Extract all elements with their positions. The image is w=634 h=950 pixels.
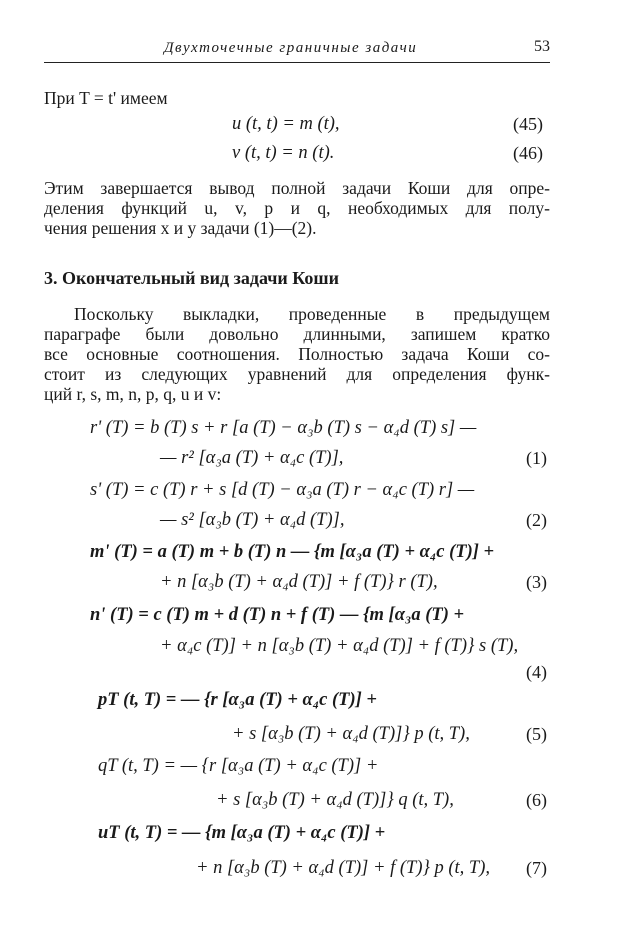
running-header-title: Двухточечные граничные задачи [164, 40, 418, 56]
equation-46: v (t, t) = n (t). [232, 143, 335, 163]
equation-3-line-2: + n [α₃b (T) + α₄d (T)] + f (T)} r (T), [160, 572, 438, 592]
equation-number-3: (3) [526, 572, 547, 592]
equation-45: u (t, t) = m (t), [232, 114, 340, 134]
paragraph-line: ций r, s, m, n, p, q, u и v: [44, 384, 222, 404]
equation-3-line-1: m' (T) = a (T) m + b (T) n — {m [α₃a (T) + α₄c (T)] + [90, 542, 495, 562]
equation-6-line-2: + s [α₃b (T) + α₄d (T)]} q (t, T), [216, 790, 454, 810]
paragraph-line: деления функций u, v, p и q, необходимых для полу- [44, 198, 550, 218]
paragraph-line: Поскольку выкладки, проведенные в предыдущем [74, 304, 550, 324]
paragraph-line: параграфе были довольно длинными, запишем кратко [44, 324, 550, 344]
paragraph-line: стоит из следующих уравнений для определения функ- [44, 364, 550, 384]
equation-number-4: (4) [526, 662, 547, 682]
equation-1-line-2: — r² [α₃a (T) + α₄c (T)], [160, 448, 344, 468]
equation-7-line-1: uT (t, T) = — {m [α₃a (T) + α₄c (T)] + [98, 823, 386, 843]
paragraph-line: чения решения x и y задачи (1)—(2). [44, 218, 317, 238]
equation-5-line-1: pT (t, T) = — {r [α₃a (T) + α₄c (T)] + [98, 690, 377, 710]
equation-number-6: (6) [526, 790, 547, 810]
equation-number-5: (5) [526, 724, 547, 744]
section-heading: 3. Окончательный вид задачи Коши [44, 268, 339, 288]
intro-line: При T = t' имеем [44, 88, 168, 108]
equation-number-7: (7) [526, 858, 547, 878]
paragraph-line: Этим завершается вывод полной задачи Коши для опре- [44, 178, 550, 198]
equation-7-line-2: + n [α₃b (T) + α₄d (T)] + f (T)} p (t, T), [196, 858, 491, 878]
running-header [44, 36, 550, 63]
paragraph-line: все основные соотношения. Полностью задача Коши со- [44, 344, 550, 364]
equation-2-line-1: s' (T) = c (T) r + s [d (T) − α₃a (T) r − α₄c (T) r] — [90, 480, 475, 500]
equation-4-line-1: n' (T) = c (T) m + d (T) n + f (T) — {m [α₃a (T) + [90, 605, 465, 625]
equation-number-1: (1) [526, 448, 547, 468]
equation-4-line-2: + α₄c (T)] + n [α₃b (T) + α₄d (T)] + f (T)} s (T), [160, 636, 519, 656]
equation-2-line-2: — s² [α₃b (T) + α₄d (T)], [160, 510, 345, 530]
equation-number-46: (46) [513, 143, 543, 163]
equation-number-2: (2) [526, 510, 547, 530]
equation-5-line-2: + s [α₃b (T) + α₄d (T)]} p (t, T), [232, 724, 470, 744]
equation-number-45: (45) [513, 114, 543, 134]
equation-1-line-1: r' (T) = b (T) s + r [a (T) − α₃b (T) s − α₄d (T) s] — [90, 418, 477, 438]
page-number: 53 [534, 38, 550, 55]
equation-6-line-1: qT (t, T) = — {r [α₃a (T) + α₄c (T)] + [98, 756, 379, 776]
